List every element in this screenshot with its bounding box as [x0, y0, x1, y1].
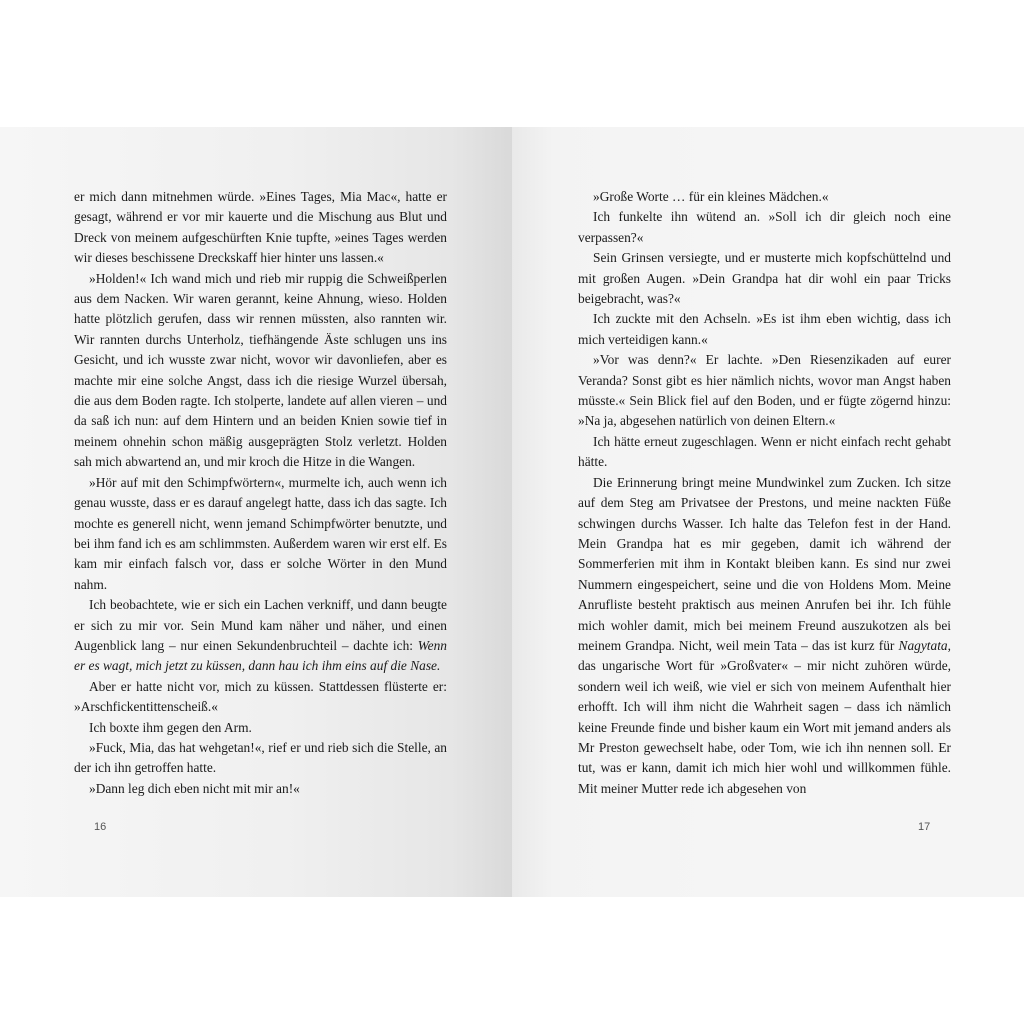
paragraph: »Große Worte … für ein kleines Mädchen.«: [593, 189, 829, 204]
paragraph: Ich boxte ihm gegen den Arm.: [89, 719, 252, 735]
italic-thought: Wenn er es wagt, mich jetzt zu küssen, dann hau ich ihm eins auf die Nase.: [74, 637, 447, 674]
book-spread: [0, 127, 1024, 897]
paragraph: [578, 473, 951, 800]
left-page-text: [74, 187, 447, 799]
paragraph: »Fuck, Mia, das hat wehgetan!«, rief er und rieb sich die Stelle, an der ich ihn getroffen hatte.: [74, 739, 447, 776]
right-page-text: [578, 187, 951, 799]
right-page: [512, 127, 1024, 897]
paragraph: »Holden!« Ich wand mich und rieb mir ruppig die Schweißperlen aus dem Nacken. Wir waren gerannt, keine Ahnung, wieso. Holden hatte plötzlich gerufen, dass wir rennen müssten, also rannten wir. Wir rannten durchs Unterholz, tiefhängende Äste schlugen uns ins Gesicht, und ich wusste zwar nicht, wovor wir davonliefen, aber es machte mir eine solche Angst, dass ich die riesige Wurzel übersah, die aus dem Boden ragte. Ich stolperte, landete auf allen vieren – und da saß ich nun: auf dem Hintern und an beiden Knien sowie tief in meinem ohnehin schon mäßig ausgeprägten Stolz verletzt. Holden sah mich abwartend an, und mir kroch die Hitze in die Wangen.: [74, 270, 447, 470]
paragraph: Ich zuckte mit den Achseln. »Es ist ihm eben wichtig, dass ich mich verteidigen kann.«: [578, 311, 951, 347]
paragraph: Aber er hatte nicht vor, mich zu küssen. Stattdessen flüsterte er: »Arschfickentittenscheiß.«: [74, 678, 447, 715]
paragraph-text: , das ungarische Wort für »Großvater« – mir nicht zuhören würde, sondern weil ich weiß, wie viel er sich von meinem Aufenthalt hier erhofft. Ich will ihm nicht die Wahrheit sagen – dass ich nämlich keine Freunde finde und bisher kaum ein Wort mit jemand anders als Mr Preston gewechselt habe, oder Tom, wie ich ihn nennen soll. Er tut, was er kann, damit ich mich hier wohl und willkommen fühle. Mit meiner Mutter rede ich abgesehen von: [578, 637, 951, 796]
italic-word: Nagytata: [898, 637, 948, 653]
paragraph-text: Ich beobachtete, wie er sich ein Lachen verkniff, und dann beugte er sich zu mir vor. Sein Mund kam näher und näher, und einen Augenblick lang – nur einen Sekundenbruchteil – dachte ich:: [74, 597, 447, 653]
page-number: 16: [94, 821, 107, 833]
paragraph: »Dann leg dich eben nicht mit mir an!«: [89, 780, 300, 796]
paragraph: Ich hätte erneut zugeschlagen. Wenn er nicht einfach recht gehabt hätte.: [578, 433, 951, 470]
paragraph: »Vor was denn?« Er lachte. »Den Riesenzikaden auf eurer Veranda? Sonst gibt es hier nämlich nichts, wovor man Angst haben müsste.« Sein Blick fiel auf den Boden, und er fügte zögernd hinzu: »Na ja, abgesehen natürlich von deinen Eltern.«: [578, 352, 951, 429]
paragraph: er mich dann mitnehmen würde. »Eines Tages, Mia Mac«, hatte er gesagt, während er vor mir kauerte und die Mischung aus Blut und Dreck von meinem aufgeschürften Knie tupfte, »eines Tages werden wir dieses beschissene Dreckskaff hier hinter uns lassen.«: [74, 189, 447, 266]
paragraph: »Hör auf mit den Schimpfwörtern«, murmelte ich, auch wenn ich genau wusste, dass er es darauf angelegt hatte, dass ich das sagte. Ich mochte es generell nicht, wenn jemand Schimpfwörter benutzte, und bei ihm fand ich es am schlimmsten. Außerdem waren wir erst elf. Es kam mir einfach falsch vor, dass er solche Wörter in den Mund nahm.: [74, 474, 447, 592]
paragraph: [74, 595, 447, 677]
left-page: [0, 127, 512, 897]
paragraph-text: Die Erinnerung bringt meine Mundwinkel zum Zucken. Ich sitze auf dem Steg am Privatsee der Prestons, und meine nackten Füße schwingen durchs Wasser. Ich halte das Telefon fest in der Hand. Mein Grandpa hat es mir gegeben, damit ich während der Sommerferien mit ihm in Kontakt bleiben kann. Es sind nur zwei Nummern eingespeichert, seine und die von Holdens Mom. Meine Anrufliste besteht praktisch aus meinen Anrufen bei ihr. Ich fühle mich wohler damit, mich bei meinem Freund auszukotzen als bei meinem Grandpa. Nicht, weil mein Tata – das ist kurz für: [578, 474, 951, 653]
paragraph: Sein Grinsen versiegte, und er musterte mich kopfschüttelnd und mit großen Augen. »Dein Grandpa hat dir wohl ein paar Tricks beigebracht, was?«: [578, 250, 951, 307]
page-number: 17: [918, 821, 931, 833]
paragraph: Ich funkelte ihn wütend an. »Soll ich dir gleich noch eine verpassen?«: [578, 209, 951, 245]
